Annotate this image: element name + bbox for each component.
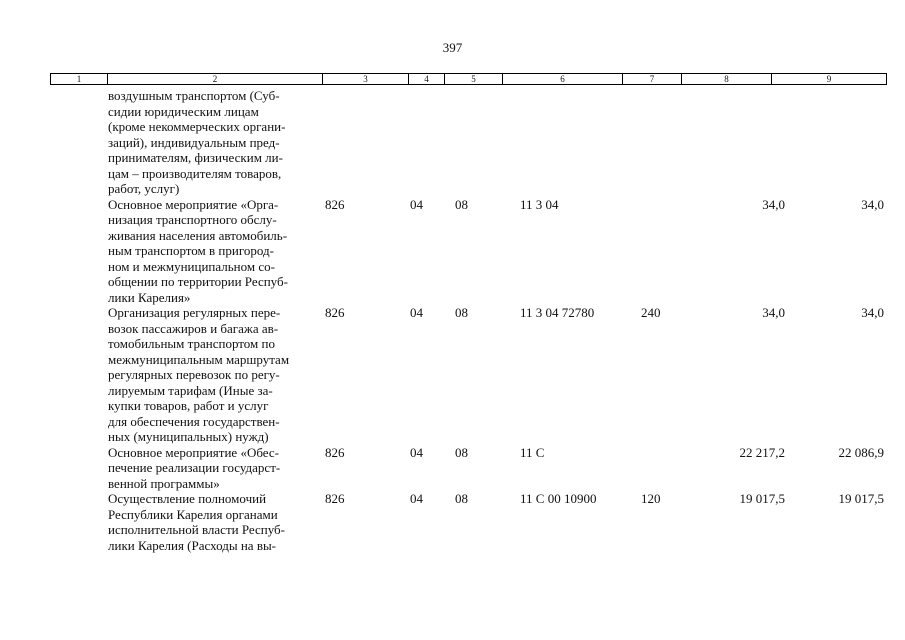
- row-section-code: 04: [410, 305, 423, 320]
- row-name: воздушным транспортом (Суб- сидии юридическим лицам (кроме некоммерческих органи- заций), индивидуальным пред- принимателям, физическим ли- цам – производителям товаров, работ, услуг): [108, 88, 286, 196]
- table-row: [0, 305, 905, 445]
- row-name: Основное мероприятие «Орга- низация транспортного обслу- живания населения автомобиль- ным транспортом в пригород- ном и межмуниципальном со- общении по территории Респуб- лики Карелия»: [108, 196, 288, 305]
- row-ministry-code: 826: [325, 196, 345, 212]
- row-name: Осуществление полномочий Республики Карелия органами исполнительной власти Респуб- лики Карелия (Расходы на вы-: [108, 491, 285, 553]
- header-col-1: 1: [51, 74, 108, 84]
- row-expense-type: 240: [641, 305, 661, 320]
- row-sum-year-1: 34,0: [762, 305, 785, 320]
- table-body: [0, 88, 905, 553]
- row-sum-year-2: 34,0: [861, 305, 884, 320]
- table-row: [0, 445, 905, 492]
- row-section-code: 04: [410, 444, 423, 460]
- header-col-8: 8: [682, 74, 772, 84]
- row-sum-year-1: 34,0: [762, 196, 785, 212]
- row-target-code: 11 С: [520, 444, 545, 460]
- page-number: 397: [442, 40, 463, 55]
- row-name: Основное мероприятие «Обес- печение реализации государст- венной программы»: [108, 444, 281, 491]
- row-ministry-code: 826: [325, 444, 345, 460]
- header-col-5: 5: [445, 74, 503, 84]
- row-subsection-code: 08: [455, 196, 468, 212]
- table-header: [50, 73, 887, 85]
- row-ministry-code: 826: [325, 305, 345, 320]
- row-section-code: 04: [410, 196, 423, 212]
- row-section-code: 04: [410, 491, 423, 506]
- row-name: Организация регулярных пере- возок пассажиров и багажа ав- томобильным транспортом по межмуниципальным маршрутам регулярных перевозок по регу- лируемым тарифам (Иные за- купки товаров, работ и услуг для обеспечения государствен- ных (муниципальных) нужд): [108, 305, 290, 444]
- row-ministry-code: 826: [325, 491, 345, 506]
- row-sum-year-1: 22 217,2: [739, 444, 785, 460]
- header-col-7: 7: [623, 74, 682, 84]
- table-row: [0, 197, 905, 306]
- header-col-2: 2: [108, 74, 323, 84]
- header-col-6: 6: [503, 74, 623, 84]
- header-col-9: 9: [826, 74, 832, 84]
- row-subsection-code: 08: [455, 491, 468, 506]
- row-target-code: 11 3 04: [520, 196, 559, 212]
- row-sum-year-2: 34,0: [861, 196, 884, 212]
- row-sum-year-2: 19 017,5: [838, 491, 884, 506]
- row-target-code: 11 С 00 10900: [520, 491, 597, 506]
- row-subsection-code: 08: [455, 305, 468, 320]
- row-target-code: 11 3 04 72780: [520, 305, 595, 320]
- table-row: [0, 88, 905, 197]
- header-col-4: 4: [409, 74, 445, 84]
- row-sum-year-1: 19 017,5: [739, 491, 785, 506]
- row-expense-type: 120: [641, 491, 661, 506]
- header-col-3: 3: [323, 74, 409, 84]
- row-sum-year-2: 22 086,9: [838, 444, 884, 460]
- row-subsection-code: 08: [455, 444, 468, 460]
- table-row: [0, 491, 905, 553]
